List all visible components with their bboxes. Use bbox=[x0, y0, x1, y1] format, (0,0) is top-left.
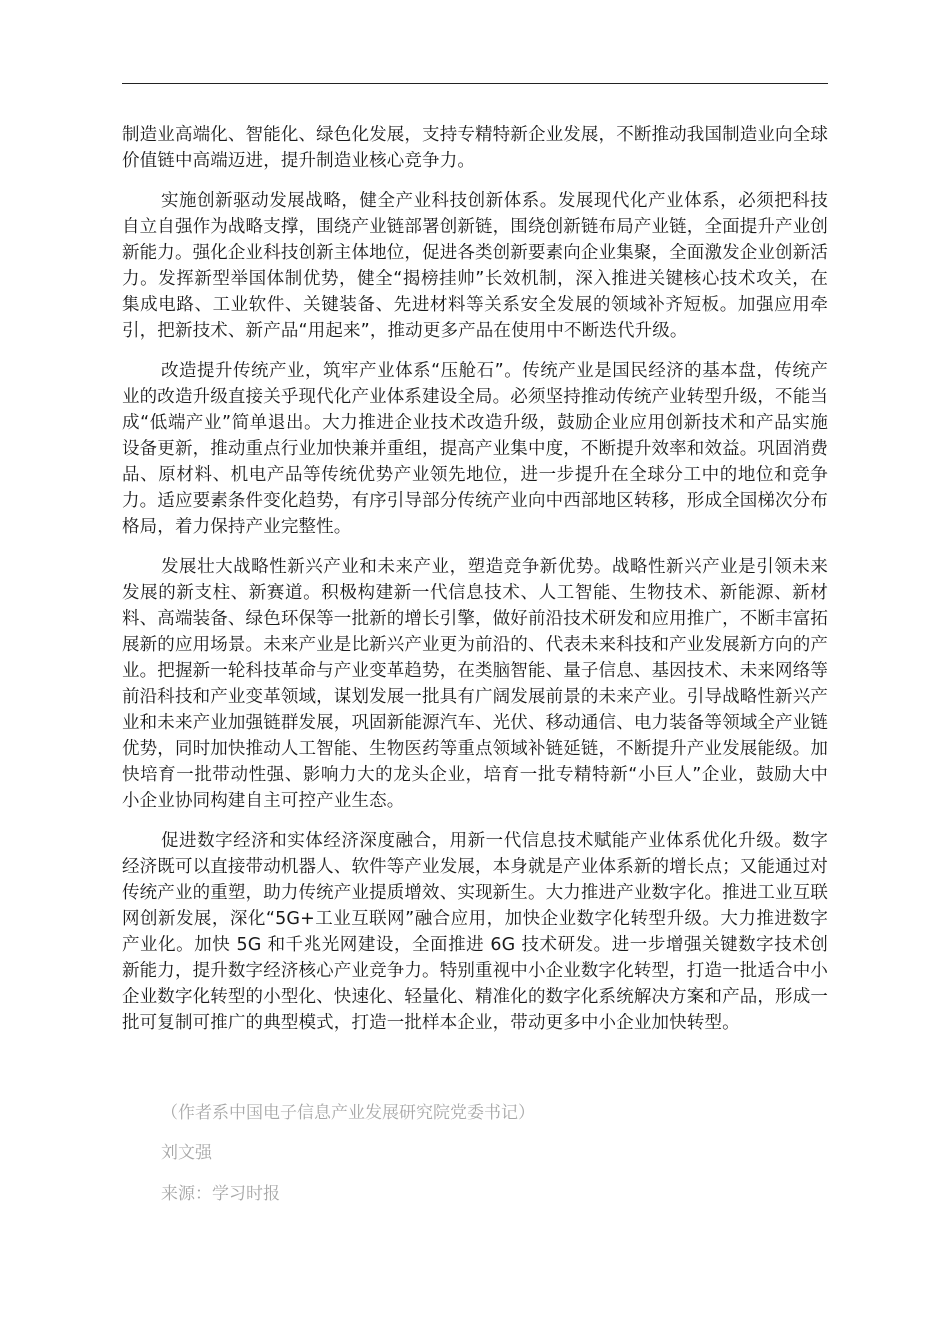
paragraph-innovation: 实施创新驱动发展战略，健全产业科技创新体系。发展现代化产业体系，必须把科技自立自强作为战略支撑，围绕产业链部署创新链，围绕创新链布局产业链，全面提升产业创新能力。强化企业科技创新主体地位，促进各类创新要素向企业集聚，全面激发企业创新活力。发挥新型举国体制优势，健全“揭榜挂帅”长效机制，深入推进关键核心技术攻关，在集成电路、工业软件、关键装备、先进材料等关系安全发展的领域补齐短板。加强应用牵引，把新技术、新产品“用起来”，推动更多产品在使用中不断迭代升级。 bbox=[122, 191, 828, 341]
header-divider bbox=[122, 83, 828, 84]
author-note: （作者系中国电子信息产业发展研究院党委书记） bbox=[161, 1103, 535, 1123]
author-name: 刘文强 bbox=[161, 1143, 212, 1163]
source-line: 来源：学习时报 bbox=[161, 1184, 280, 1204]
paragraph-traditional-industry: 改造提升传统产业，筑牢产业体系“压舱石”。传统产业是国民经济的基本盘，传统产业的改造升级直接关乎现代化产业体系建设全局。必须坚持推动传统产业转型升级，不能当成“低端产业”简单退出。大力推进企业技术改造升级，鼓励企业应用创新技术和产品实施设备更新，推动重点行业加快兼并重组，提高产业集中度，不断提升效率和效益。巩固消费品、原材料、机电产品等传统优势产业领先地位，进一步提升在全球分工中的地位和竞争力。适应要素条件变化趋势，有序引导部分传统产业向中西部地区转移，形成全国梯次分布格局，着力保持产业完整性。 bbox=[122, 361, 828, 537]
article-body bbox=[122, 122, 828, 1050]
paragraph-digital-economy: 促进数字经济和实体经济深度融合，用新一代信息技术赋能产业体系优化升级。数字经济既可以直接带动机器人、软件等产业发展，本身就是产业体系新的增长点；又能通过对传统产业的重塑，助力传统产业提质增效、实现新生。大力推进产业数字化。推进工业互联网创新发展，深化“5G+工业互联网”融合应用，加快企业数字化转型升级。大力推进数字产业化。加快 5G 和千兆光网建设，全面推进 6G 技术研发。进一步增强关键数字技术创新能力，提升数字经济核心产业竞争力。特别重视中小企业数字化转型，打造一批适合中小企业数字化转型的小型化、快速化、轻量化、精准化的数字化系统解决方案和产品，形成一批可复制可推广的典型模式，打造一批样本企业，带动更多中小企业加快转型。 bbox=[122, 831, 828, 1033]
paragraph-emerging-industry: 发展壮大战略性新兴产业和未来产业，塑造竞争新优势。战略性新兴产业是引领未来发展的新支柱、新赛道。积极构建新一代信息技术、人工智能、生物技术、新能源、新材料、高端装备、绿色环保等一批新的增长引擎，做好前沿技术研发和应用推广，不断丰富拓展新的应用场景。未来产业是比新兴产业更为前沿的、代表未来科技和产业发展新方向的产业。把握新一轮科技革命与产业变革趋势，在类脑智能、量子信息、基因技术、未来网络等前沿科技和产业变革领域，谋划发展一批具有广阔发展前景的未来产业。引导战略性新兴产业和未来产业加强链群发展，巩固新能源汽车、光伏、移动通信、电力装备等领域全产业链优势，同时加快推动人工智能、生物医药等重点领域补链延链，不断提升产业发展能级。加快培育一批带动性强、影响力大的龙头企业，培育一批专精特新“小巨人”企业，鼓励大中小企业协同构建自主可控产业生态。 bbox=[122, 557, 828, 811]
paragraph-continuation: 制造业高端化、智能化、绿色化发展，支持专精特新企业发展，不断推动我国制造业向全球价值链中高端迈进，提升制造业核心竞争力。 bbox=[122, 125, 828, 171]
